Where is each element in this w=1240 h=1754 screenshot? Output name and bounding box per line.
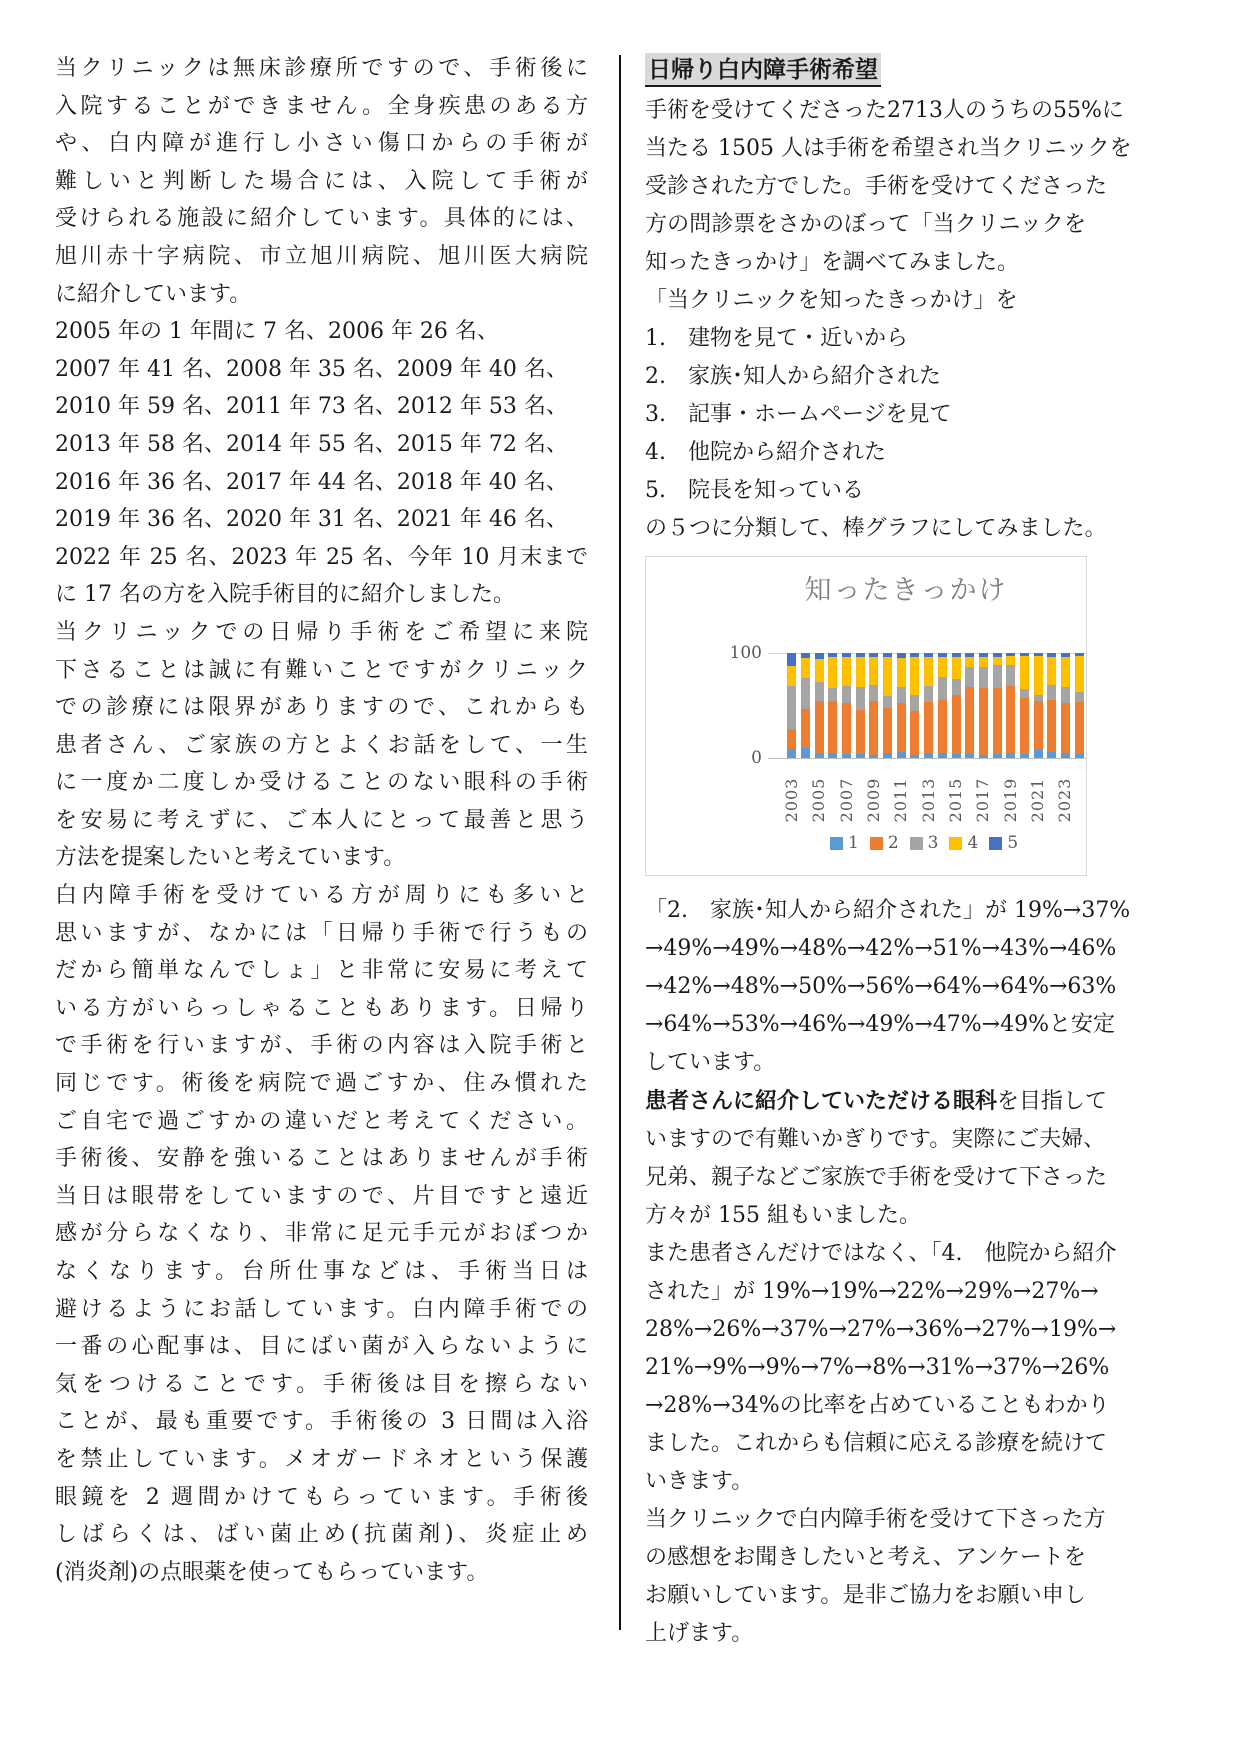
bar-segment-series-2 [801,709,810,748]
body-text-line [645,1082,1108,1121]
bar-segment-series-5 [1061,653,1070,657]
bar-segment-series-1 [787,749,796,758]
bar-segment-series-2 [842,703,851,753]
bar-segment-series-5 [815,653,824,659]
bar-segment-series-1 [842,754,851,758]
bar-segment-series-1 [828,753,837,758]
bar-segment-series-5 [801,653,810,658]
body-text-line: 2013 年 58 名、2014 年 55 名、2015 年 72 名、 [55,431,568,457]
legend-label: 1 [848,833,859,853]
bold-text-run: 患者さんに紹介していただける眼科 [645,1088,998,1114]
bar-segment-series-4 [1075,656,1084,692]
body-text-line: で手術を行いますが、手術の内容は入院手術と [55,1033,588,1059]
body-text-line: 2007 年 41 名、2008 年 35 名、2009 年 40 名、 [55,356,568,382]
bar-segment-series-3 [1034,695,1043,701]
bar-segment-series-3 [924,686,933,703]
body-text-line: 旭川赤十字病院、市立旭川病院、旭川医大病院 [55,243,588,269]
stacked-bar-2012 [910,653,919,758]
bar-segment-series-2 [1020,698,1029,754]
body-text-line: 当たる 1505 人は手術を希望され当クリニックを [645,136,1132,161]
body-text-line: 方々が 155 組もいました。 [645,1203,921,1228]
stacked-bar-2007 [842,653,851,758]
body-text-line: 4. 他院から紹介された [645,440,886,465]
chart-plot-area [785,653,1086,758]
body-text-line: お願いしています。是非ご協力をお願い申し [645,1583,1086,1608]
bar-segment-series-2 [938,700,947,753]
body-text-line: 思いますが、なかには「日帰り手術で行うもの [55,920,588,946]
stacked-bar-2008 [856,653,865,758]
right-column-text-after-chart [645,892,1131,1653]
body-text-line: →49%→49%→48%→42%→51%→43%→46% [645,936,1117,961]
bar-segment-series-3 [965,667,974,687]
x-axis-tick-label: 2015 [946,777,966,823]
x-axis-tick-label: 2011 [891,777,911,823]
bar-segment-series-5 [787,653,796,666]
body-text-line: 白内障手術を受けている方が周りにも多いと [55,883,588,909]
legend-swatch-icon [949,837,962,850]
body-text-line: 手術を受けてくださった2713人のうちの55%に [645,98,1124,123]
bar-segment-series-1 [883,753,892,758]
bar-segment-series-4 [883,657,892,696]
body-text-line: 方の問診票をさかのぼって「当クリニックを [645,212,1086,237]
bar-segment-series-4 [869,657,878,684]
body-text-line: 1. 建物を見て・近いから [645,326,908,351]
bar-segment-series-3 [910,695,919,711]
bar-segment-series-5 [952,653,961,657]
body-text-line: しています。 [645,1050,776,1075]
legend-swatch-icon [870,837,883,850]
stacked-bar-2024 [1075,653,1084,758]
bar-segment-series-4 [897,658,906,686]
body-text-line: なくなります。台所仕事などは、手術当日は [55,1259,588,1284]
bar-segment-series-5 [938,653,947,657]
legend-swatch-icon [989,837,1002,850]
bar-segment-series-3 [1020,689,1029,698]
body-text-line: 受診された方でした。手術を受けてくださった [645,174,1108,199]
column-divider [619,55,621,1630]
bar-segment-series-1 [1020,754,1029,758]
body-text-line: いる方がいらっしゃることもあります。日帰り [55,995,588,1021]
bar-segment-series-1 [869,755,878,758]
body-text-line: 感が分らなくなり、非常に足元手元がおぼつか [55,1221,588,1247]
legend-swatch-icon [910,837,923,850]
bar-segment-series-2 [1006,686,1015,753]
bar-segment-series-2 [787,729,796,749]
x-axis-tick-label: 2005 [809,777,829,823]
stacked-bar-2022 [1047,653,1056,758]
bar-segment-series-2 [828,701,837,752]
legend-item-2 [870,833,899,853]
body-text-line: ました。これからも信頼に応える診療を続けて [645,1431,1108,1456]
body-text-line: 「当クリニックを知ったきっかけ」を [645,288,1018,313]
bar-segment-series-1 [1034,750,1043,758]
bar-segment-series-2 [924,702,933,752]
body-text-line: 2010 年 59 名、2011 年 73 名、2012 年 53 名、 [55,394,568,420]
bar-segment-series-3 [883,696,892,708]
bar-segment-series-5 [1075,653,1084,656]
bar-segment-series-3 [1006,665,1015,686]
bar-segment-series-4 [801,658,810,678]
body-text-line: ご自宅で過ごすかの違いだと考えてください。 [55,1108,588,1134]
chart-legend [830,833,1019,853]
body-text-line: 難しいと判断した場合には、入院して手術が [55,168,588,194]
bar-segment-series-1 [979,755,988,758]
bar-segment-series-5 [897,653,906,658]
bar-segment-series-1 [1075,754,1084,758]
bar-segment-series-2 [952,695,961,754]
body-text-line: 下さることは誠に有難いことですがクリニック [55,657,588,683]
stacked-bar-2006 [828,653,837,758]
bar-segment-series-4 [815,659,824,682]
bar-segment-series-1 [1061,753,1070,758]
body-text-line: 2022 年 25 名、2023 年 25 名、今年 10 月末まで [55,544,588,570]
stacked-bar-2013 [924,653,933,758]
body-text-line: 入院することができません。全身疾患のある方 [55,93,588,119]
bar-segment-series-1 [1047,752,1056,758]
bar-segment-series-4 [924,657,933,685]
bar-segment-series-1 [952,754,961,758]
bar-segment-series-2 [1047,700,1056,751]
bar-segment-series-3 [815,682,824,701]
stacked-bar-2015 [952,653,961,758]
bar-segment-series-4 [1020,656,1029,689]
body-text-line: だから簡単なんでしょ」と非常に安易に考えて [55,958,588,984]
bar-segment-series-3 [993,665,1002,688]
x-axis-tick-label: 2017 [973,777,993,823]
bar-segment-series-5 [828,653,837,657]
bar-segment-series-3 [828,688,837,702]
body-text-line: に 17 名の方を入院手術目的に紹介しました。 [55,582,515,608]
x-axis-tick-label: 2019 [1000,777,1020,823]
body-text-line: →42%→48%→50%→56%→64%→64%→63% [645,974,1117,999]
body-text-line: 21%→9%→9%→7%→8%→31%→37%→26% [645,1355,1110,1380]
bar-segment-series-4 [842,657,851,685]
body-text-line: 眼鏡を 2 週間かけてもらっています。手術後 [55,1484,588,1510]
stacked-bar-2010 [883,653,892,758]
bar-segment-series-3 [938,677,947,700]
bar-segment-series-3 [952,679,961,695]
x-axis-tick-label: 2009 [863,777,883,823]
left-column [55,50,588,1591]
stacked-bar-2018 [993,653,1002,758]
body-text-line: 当クリニックでの日帰り手術をご希望に来院 [55,619,588,645]
bar-segment-series-1 [897,752,906,758]
bar-segment-series-4 [1047,657,1056,684]
body-text-line: された」が 19%→19%→22%→29%→27%→ [645,1279,1099,1304]
bar-segment-series-5 [979,653,988,657]
body-text-line: 2005 年の 1 年間に 7 名、2006 年 26 名、 [55,319,499,345]
bar-segment-series-1 [1006,753,1015,758]
bar-segment-series-5 [869,653,878,657]
right-column-text-before-chart [645,92,1132,548]
section-heading: 日帰り白内障手術希望 [645,53,881,87]
x-axis-tick-label: 2013 [918,777,938,823]
stacked-bar-2019 [1006,653,1015,758]
bar-segment-series-5 [993,653,1002,657]
x-axis-tick-label: 2007 [836,777,856,823]
bar-segment-series-4 [952,657,961,679]
bar-segment-series-2 [965,687,974,754]
bar-segment-series-1 [856,754,865,758]
bar-segment-series-4 [787,666,796,686]
body-text-line: →64%→53%→46%→49%→47%→49%と安定 [645,1012,1115,1037]
body-text-line: 受けられる施設に紹介しています。具体的には、 [55,206,588,232]
bar-segment-series-1 [815,753,824,758]
body-text-line: 5. 院長を知っている [645,478,864,503]
bar-segment-series-2 [869,701,878,755]
body-text-line: 知ったきっかけ」を調べてみました。 [645,250,1020,275]
body-text-line: 2019 年 36 名、2020 年 31 名、2021 年 46 名、 [55,507,568,533]
y-axis-tick-0: 0 [751,748,762,768]
bar-segment-series-2 [856,710,865,754]
bar-segment-series-4 [938,657,947,677]
bar-segment-series-3 [1061,687,1070,704]
chart-title: 知ったきっかけ [804,575,1008,606]
body-text-line: 気をつけることです。手術後は目を擦らない [55,1371,588,1397]
section-heading-row [645,52,1086,92]
bar-segment-series-4 [828,657,837,687]
body-text-line: の感想をお聞きしたいと考え、アンケートを [645,1545,1086,1570]
bar-segment-series-2 [883,708,892,753]
legend-label: 3 [927,833,939,853]
x-axis-tick-label: 2003 [781,777,801,823]
bar-segment-series-5 [883,653,892,657]
legend-item-3 [910,833,939,853]
body-text-line: を安易に考えずに、ご本人にとって最善と思う [55,807,588,833]
bar-segment-series-1 [801,748,810,759]
stacked-bar-chart [645,556,1087,876]
body-text-line: 患者さん、ご家族の方とよくお話をして、一生 [55,732,588,758]
body-text-line: ことが、最も重要です。手術後の 3 日間は入浴 [55,1409,588,1435]
stacked-bar-2021 [1034,653,1043,758]
bar-segment-series-3 [979,667,988,688]
stacked-bar-2020 [1020,653,1029,758]
body-text-line: 当クリニックで白内障手術を受けて下さった方 [645,1507,1106,1532]
bar-segment-series-3 [869,685,878,702]
bar-segment-series-1 [965,754,974,758]
body-text-line: また患者さんだけではなく、「4. 他院から紹介 [645,1241,1117,1266]
body-text-line: 上げます。 [645,1621,754,1646]
legend-item-4 [949,833,979,853]
right-column [645,52,1132,1653]
stacked-bar-2005 [815,653,824,758]
body-text-line: 当日は眼帯をしていますので、片目ですと遠近 [55,1183,588,1209]
body-text-line: や、白内障が進行し小さい傷口からの手術が [55,131,588,157]
body-text-line: いますので有難いかぎりです。実際にご夫婦、 [645,1127,1106,1152]
body-text-line: 28%→26%→37%→27%→36%→27%→19%→ [645,1317,1117,1342]
body-text-line: 2. 家族･知人から紹介された [645,364,941,389]
body-text-line: 「2. 家族･知人から紹介された」が 19%→37% [645,898,1131,923]
legend-swatch-icon [830,837,843,850]
x-axis-tick-label: 2021 [1028,777,1048,823]
bar-segment-series-4 [856,657,865,686]
body-text-line: を禁止しています。メオガードネオという保護 [55,1446,588,1472]
legend-label: 5 [1007,833,1019,853]
bar-segment-series-2 [993,688,1002,754]
body-text-line: しばらくは、ばい菌止め(抗菌剤)、炎症止め [55,1522,588,1548]
bar-segment-series-5 [1034,653,1043,656]
y-axis-tick-100: 100 [729,643,762,663]
bar-segment-series-5 [842,653,851,657]
bar-segment-series-3 [842,686,851,704]
bar-segment-series-4 [993,657,1002,664]
stacked-bar-2017 [979,653,988,758]
bar-segment-series-4 [965,657,974,666]
body-text-line: 一番の心配事は、目にばい菌が入らないように [55,1334,588,1360]
x-axis-baseline [768,758,1086,759]
stacked-bar-2003 [787,653,796,758]
legend-item-5 [989,833,1019,853]
stacked-bar-2009 [869,653,878,758]
bar-segment-series-3 [787,686,796,729]
body-text-line: 2016 年 36 名、2017 年 44 名、2018 年 40 名、 [55,469,568,495]
bar-segment-series-2 [1075,702,1084,753]
bar-segment-series-3 [856,687,865,710]
legend-label: 4 [967,833,979,853]
body-text-line: に一度か二度しか受けることのない眼科の手術 [55,770,588,796]
body-text-line: →28%→34%の比率を占めていることもわかり [645,1393,1110,1418]
bar-segment-series-2 [897,703,906,751]
bar-segment-series-3 [801,678,810,708]
bar-segment-series-2 [1034,701,1043,749]
bar-segment-series-4 [979,657,988,666]
bar-segment-series-4 [1006,656,1015,664]
legend-item-1 [830,833,859,853]
bar-segment-series-5 [910,653,919,657]
bar-segment-series-3 [897,687,906,704]
body-text-line: 手術後、安静を強いることはありませんが手術 [55,1146,588,1172]
bar-segment-series-1 [924,753,933,758]
bar-segment-series-4 [1061,657,1070,686]
bar-segment-series-5 [965,653,974,657]
bar-segment-series-1 [910,755,919,758]
stacked-bar-2011 [897,653,906,758]
body-text-line: の５つに分類して、棒グラフにしてみました。 [645,516,1107,541]
body-text-line: 3. 記事・ホームページを見て [645,402,952,427]
body-text-line: 当クリニックは無床診療所ですので、手術後に [55,56,588,81]
stacked-bar-2014 [938,653,947,758]
body-text-line: に紹介しています。 [55,281,252,307]
legend-label: 2 [887,833,899,853]
bar-segment-series-5 [924,653,933,657]
bar-segment-series-1 [993,754,1002,758]
bar-segment-series-4 [1034,656,1043,695]
bar-segment-series-2 [1061,703,1070,752]
stacked-bar-2016 [965,653,974,758]
bar-segment-series-2 [979,688,988,755]
bar-segment-series-3 [1075,692,1084,703]
stacked-bar-2023 [1061,653,1070,758]
bar-segment-series-5 [1006,653,1015,656]
text-run: を目指して [997,1089,1108,1114]
bar-segment-series-5 [856,653,865,657]
bar-segment-series-5 [1020,653,1029,656]
body-text-line: 方法を提案したいと考えています。 [55,845,406,871]
bar-segment-series-2 [910,711,919,755]
bar-segment-series-2 [815,701,824,752]
body-text-line: での診療には限界がありますので、これからも [55,695,588,721]
bar-segment-series-1 [938,753,947,758]
bar-segment-series-5 [1047,653,1056,657]
bar-segment-series-3 [1047,685,1056,701]
body-text-line: 避けるようにお話しています。白内障手術での [55,1296,588,1322]
x-axis-tick-label: 2023 [1055,777,1075,823]
body-text-line: (消炎剤)の点眼薬を使ってもらっています。 [55,1559,489,1585]
bar-segment-series-4 [910,657,919,695]
body-text-line: いきます。 [645,1469,754,1494]
body-text-line: 兄弟、親子などご家族で手術を受けて下さった [645,1165,1108,1190]
stacked-bar-2004 [801,653,810,758]
body-text-line: 同じです。術後を病院で過ごすか、住み慣れた [55,1071,588,1097]
